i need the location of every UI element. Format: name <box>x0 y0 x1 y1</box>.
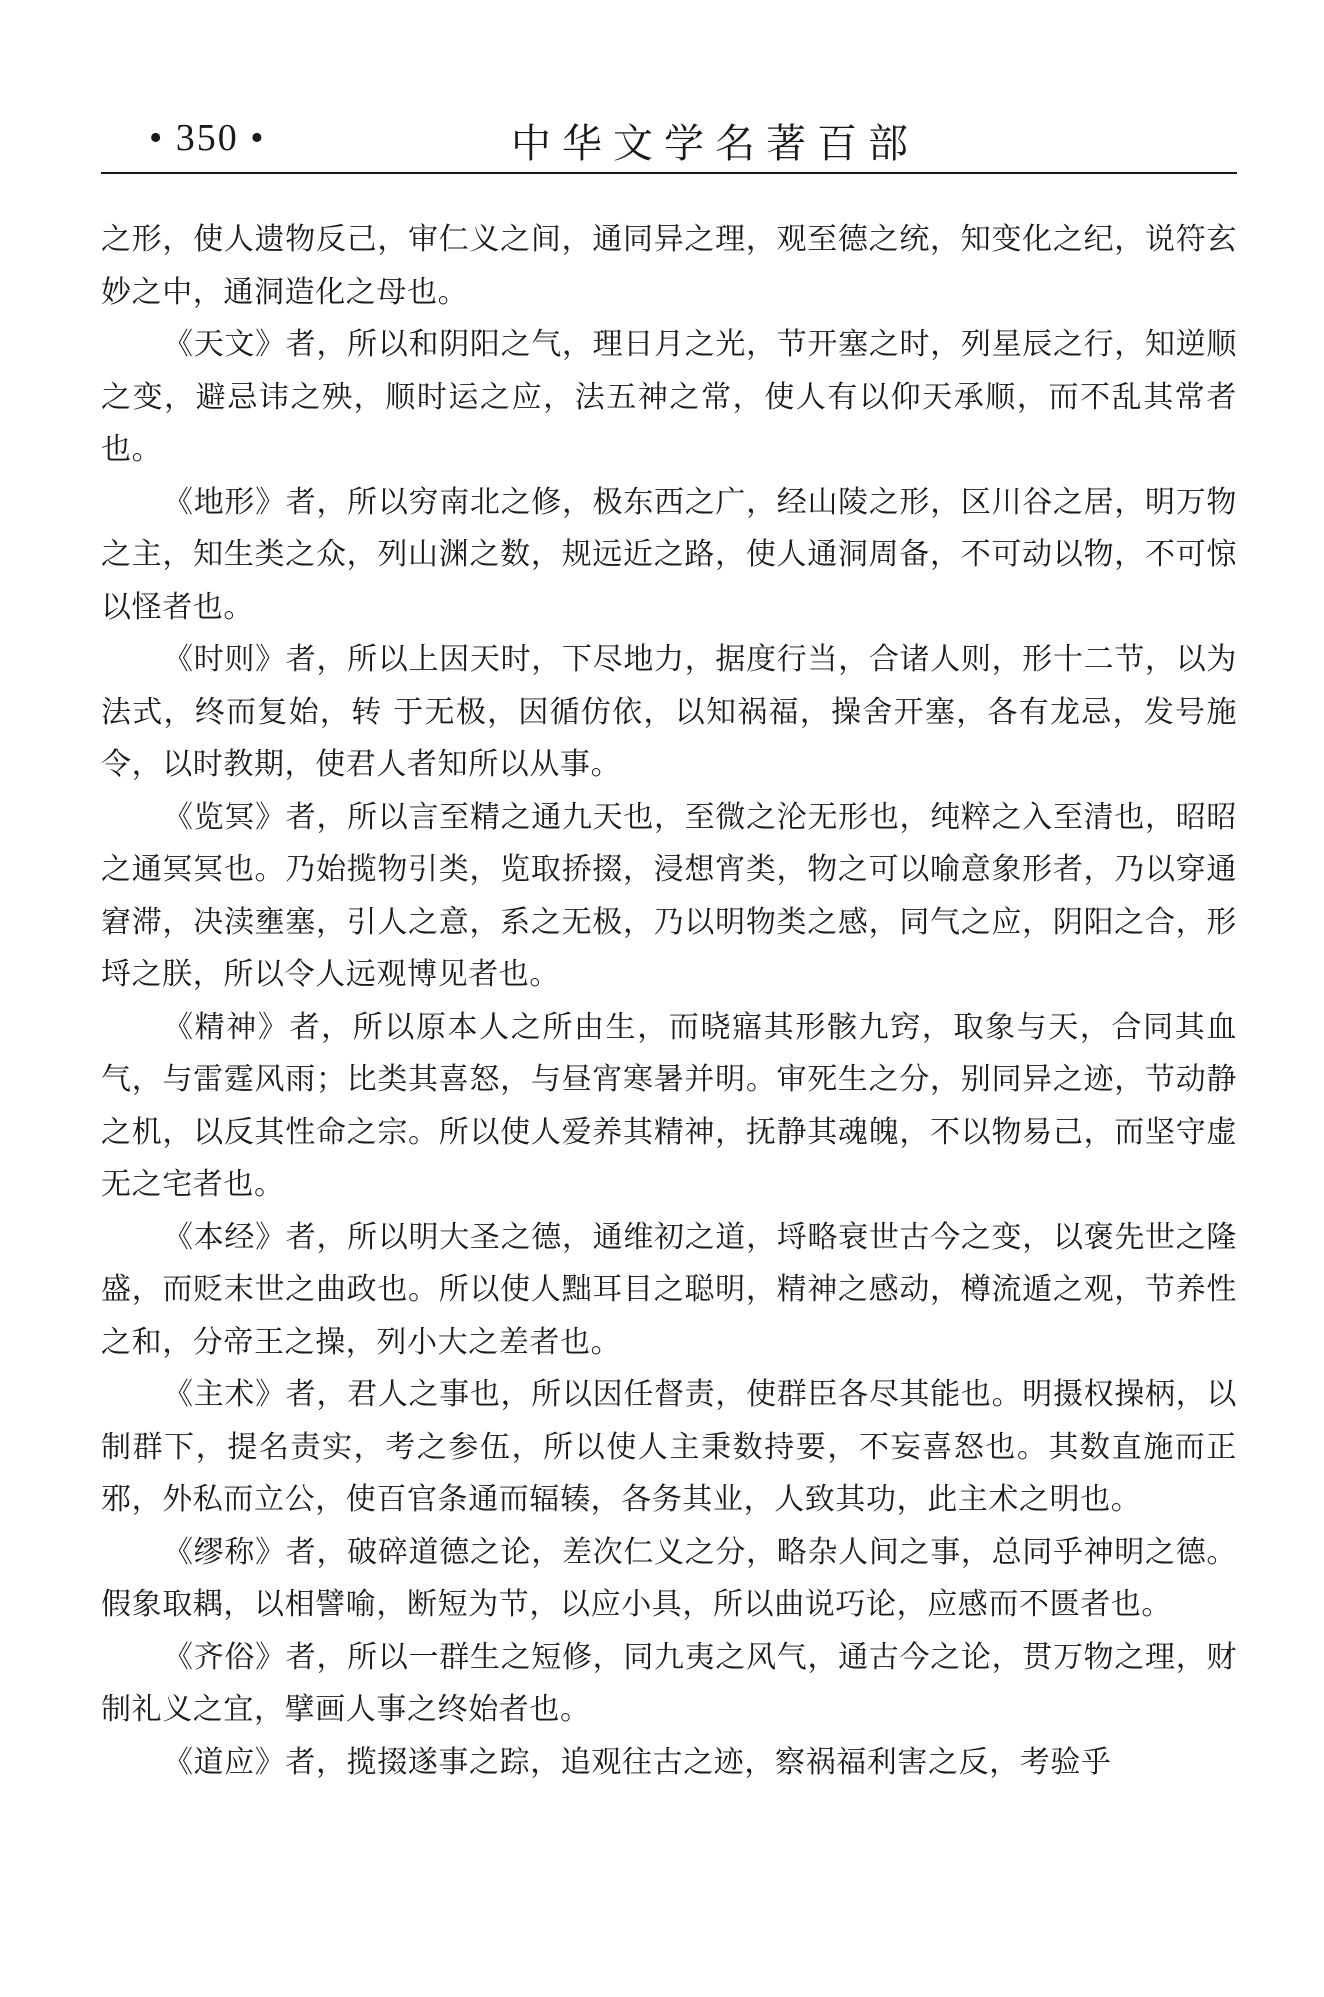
header-divider <box>101 172 1237 174</box>
paragraph-miucheng: 《缪称》者，破碎道德之论，差次仁义之分，略杂人间之事，总同乎神明之德。假象取耦，以相譬喻，断短为节，以应小具，所以曲说巧论，应感而不匮者也。 <box>101 1534 1237 1622</box>
paragraph-dixing: 《地形》者，所以穷南北之修，极东西之广，经山陵之形，区川谷之居，明万物之主，知生类之众，列山渊之数，规远近之路，使人通洞周备，不可动以物，不可惊以怪者也。 <box>101 484 1237 625</box>
paragraph-shize: 《时则》者，所以上因天时，下尽地力，据度行当，合诸人则，形十二节，以为法式，终而复始，转 于无极，因循仿依，以知祸福，操舍开塞，各有龙忌，发号施令，以时教期，使君人者知所以从事。 <box>101 642 1237 782</box>
page-header <box>101 110 1237 170</box>
paragraph-jingshen: 《精神》者，所以原本人之所由生，而晓寤其形骸九窍，取象与天，合同其血气，与雷霆风雨；比类其喜怒，与昼宵寒暑并明。审死生之分，别同异之迹，节动静之机，以反其性命之宗。所以使人爱养其精神，抚静其魂魄，不以物易己，而坚守虚无之宅者也。 <box>101 1009 1237 1202</box>
paragraph-qisu: 《齐俗》者，所以一群生之短修，同九夷之风气，通古今之论，贯万物之理，财制礼义之宜，擘画人事之终始者也。 <box>101 1639 1237 1727</box>
paragraph-continuation: 之形，使人遗物反己，审仁义之间，通同异之理，观至德之统，知变化之纪，说符玄妙之中，通洞造化之母也。 <box>101 222 1237 310</box>
page-number: • 350 • <box>149 117 266 159</box>
book-page <box>101 0 1237 1997</box>
body-text <box>101 214 1237 1789</box>
paragraph-daoying: 《道应》者，揽掇遂事之踪，追观往古之迹，察祸福利害之反，考验乎 <box>163 1744 1112 1780</box>
running-title: 中华文学名著百部 <box>511 121 919 167</box>
paragraph-lanming: 《览冥》者，所以言至精之通九天也，至微之沦无形也，纯粹之入至清也，昭昭之通冥冥也。乃始揽物引类，览取挢掇，浸想宵类，物之可以喻意象形者，乃以穿通窘滞，决渎壅塞，引人之意，系之无极，乃以明物类之感，同气之应，阴阳之合，形埒之朕，所以令人远观博见者也。 <box>101 799 1237 992</box>
paragraph-zhushu: 《主术》者，君人之事也，所以因任督责，使群臣各尽其能也。明摄权操柄，以制群下，提名责实，考之参伍，所以使人主秉数持要，不妄喜怒也。其数直施而正邪，外私而立公，使百官条通而辐辏，各务其业，人致其功，此主术之明也。 <box>101 1377 1237 1517</box>
paragraph-tianwen: 《天文》者，所以和阴阳之气，理日月之光，节开塞之时，列星辰之行，知逆顺之变，避忌讳之殃，顺时运之应，法五神之常，使人有以仰天承顺，而不乱其常者也。 <box>101 327 1237 467</box>
paragraph-benjing: 《本经》者，所以明大圣之德，通维初之道，埒略衰世古今之变，以褒先世之隆盛，而贬末世之曲政也。所以使人黜耳目之聪明，精神之感动，樽流遁之观，节养性之和，分帝王之操，列小大之差者也。 <box>101 1219 1237 1360</box>
